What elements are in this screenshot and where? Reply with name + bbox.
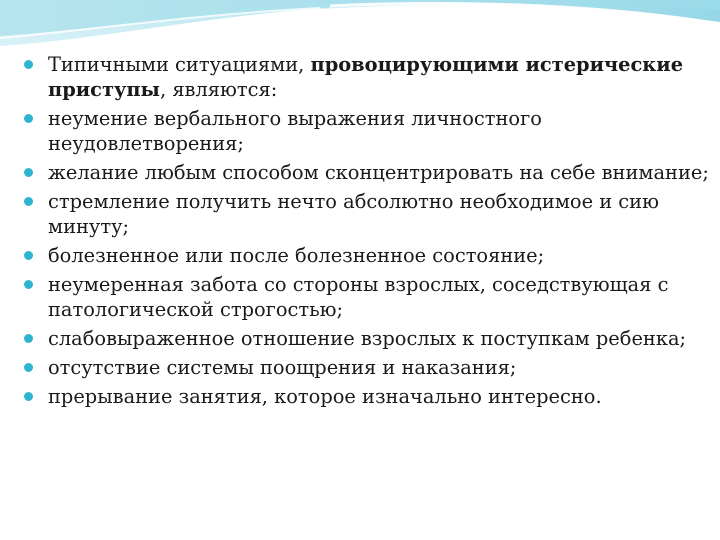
list-item bbox=[22, 160, 712, 185]
item-text: болезненное или после болезненное состояние; bbox=[48, 244, 545, 267]
bullet-dot-icon bbox=[24, 197, 33, 206]
bullet-dot-icon bbox=[24, 363, 33, 372]
bullet-dot-icon bbox=[24, 251, 33, 260]
item-text-post: , являются: bbox=[160, 78, 278, 101]
bullet-dot-icon bbox=[24, 60, 33, 69]
list-item bbox=[22, 52, 712, 102]
header-wave-decoration bbox=[0, 0, 720, 60]
item-text: слабовыраженное отношение взрослых к поступкам ребенка; bbox=[48, 327, 687, 350]
bullet-dot-icon bbox=[24, 392, 33, 401]
list-item bbox=[22, 243, 712, 268]
bullet-content bbox=[22, 52, 712, 413]
item-text: прерывание занятия, которое изначально интересно. bbox=[48, 385, 602, 408]
item-text: неумение вербального выражения личностного неудовлетворения; bbox=[48, 107, 542, 155]
bullet-dot-icon bbox=[24, 334, 33, 343]
item-text: отсутствие системы поощрения и наказания; bbox=[48, 356, 517, 379]
item-text: неумеренная забота со стороны взрослых, соседствующая с патологической строгостью; bbox=[48, 273, 669, 321]
list-item bbox=[22, 272, 712, 322]
bullet-dot-icon bbox=[24, 280, 33, 289]
item-text-bold: провоцирующими истерические приступы bbox=[48, 53, 684, 101]
list-item bbox=[22, 326, 712, 351]
item-text-pre: Типичными ситуациями, bbox=[48, 53, 311, 76]
bullet-dot-icon bbox=[24, 114, 33, 123]
item-text: стремление получить нечто абсолютно необходимое и сию минуту; bbox=[48, 190, 659, 238]
item-text: желание любым способом сконцентрировать на себе внимание; bbox=[48, 161, 709, 184]
list-item bbox=[22, 384, 712, 409]
list-item bbox=[22, 106, 712, 156]
list-item bbox=[22, 189, 712, 239]
list-item bbox=[22, 355, 712, 380]
bullet-list bbox=[22, 52, 712, 409]
bullet-dot-icon bbox=[24, 168, 33, 177]
